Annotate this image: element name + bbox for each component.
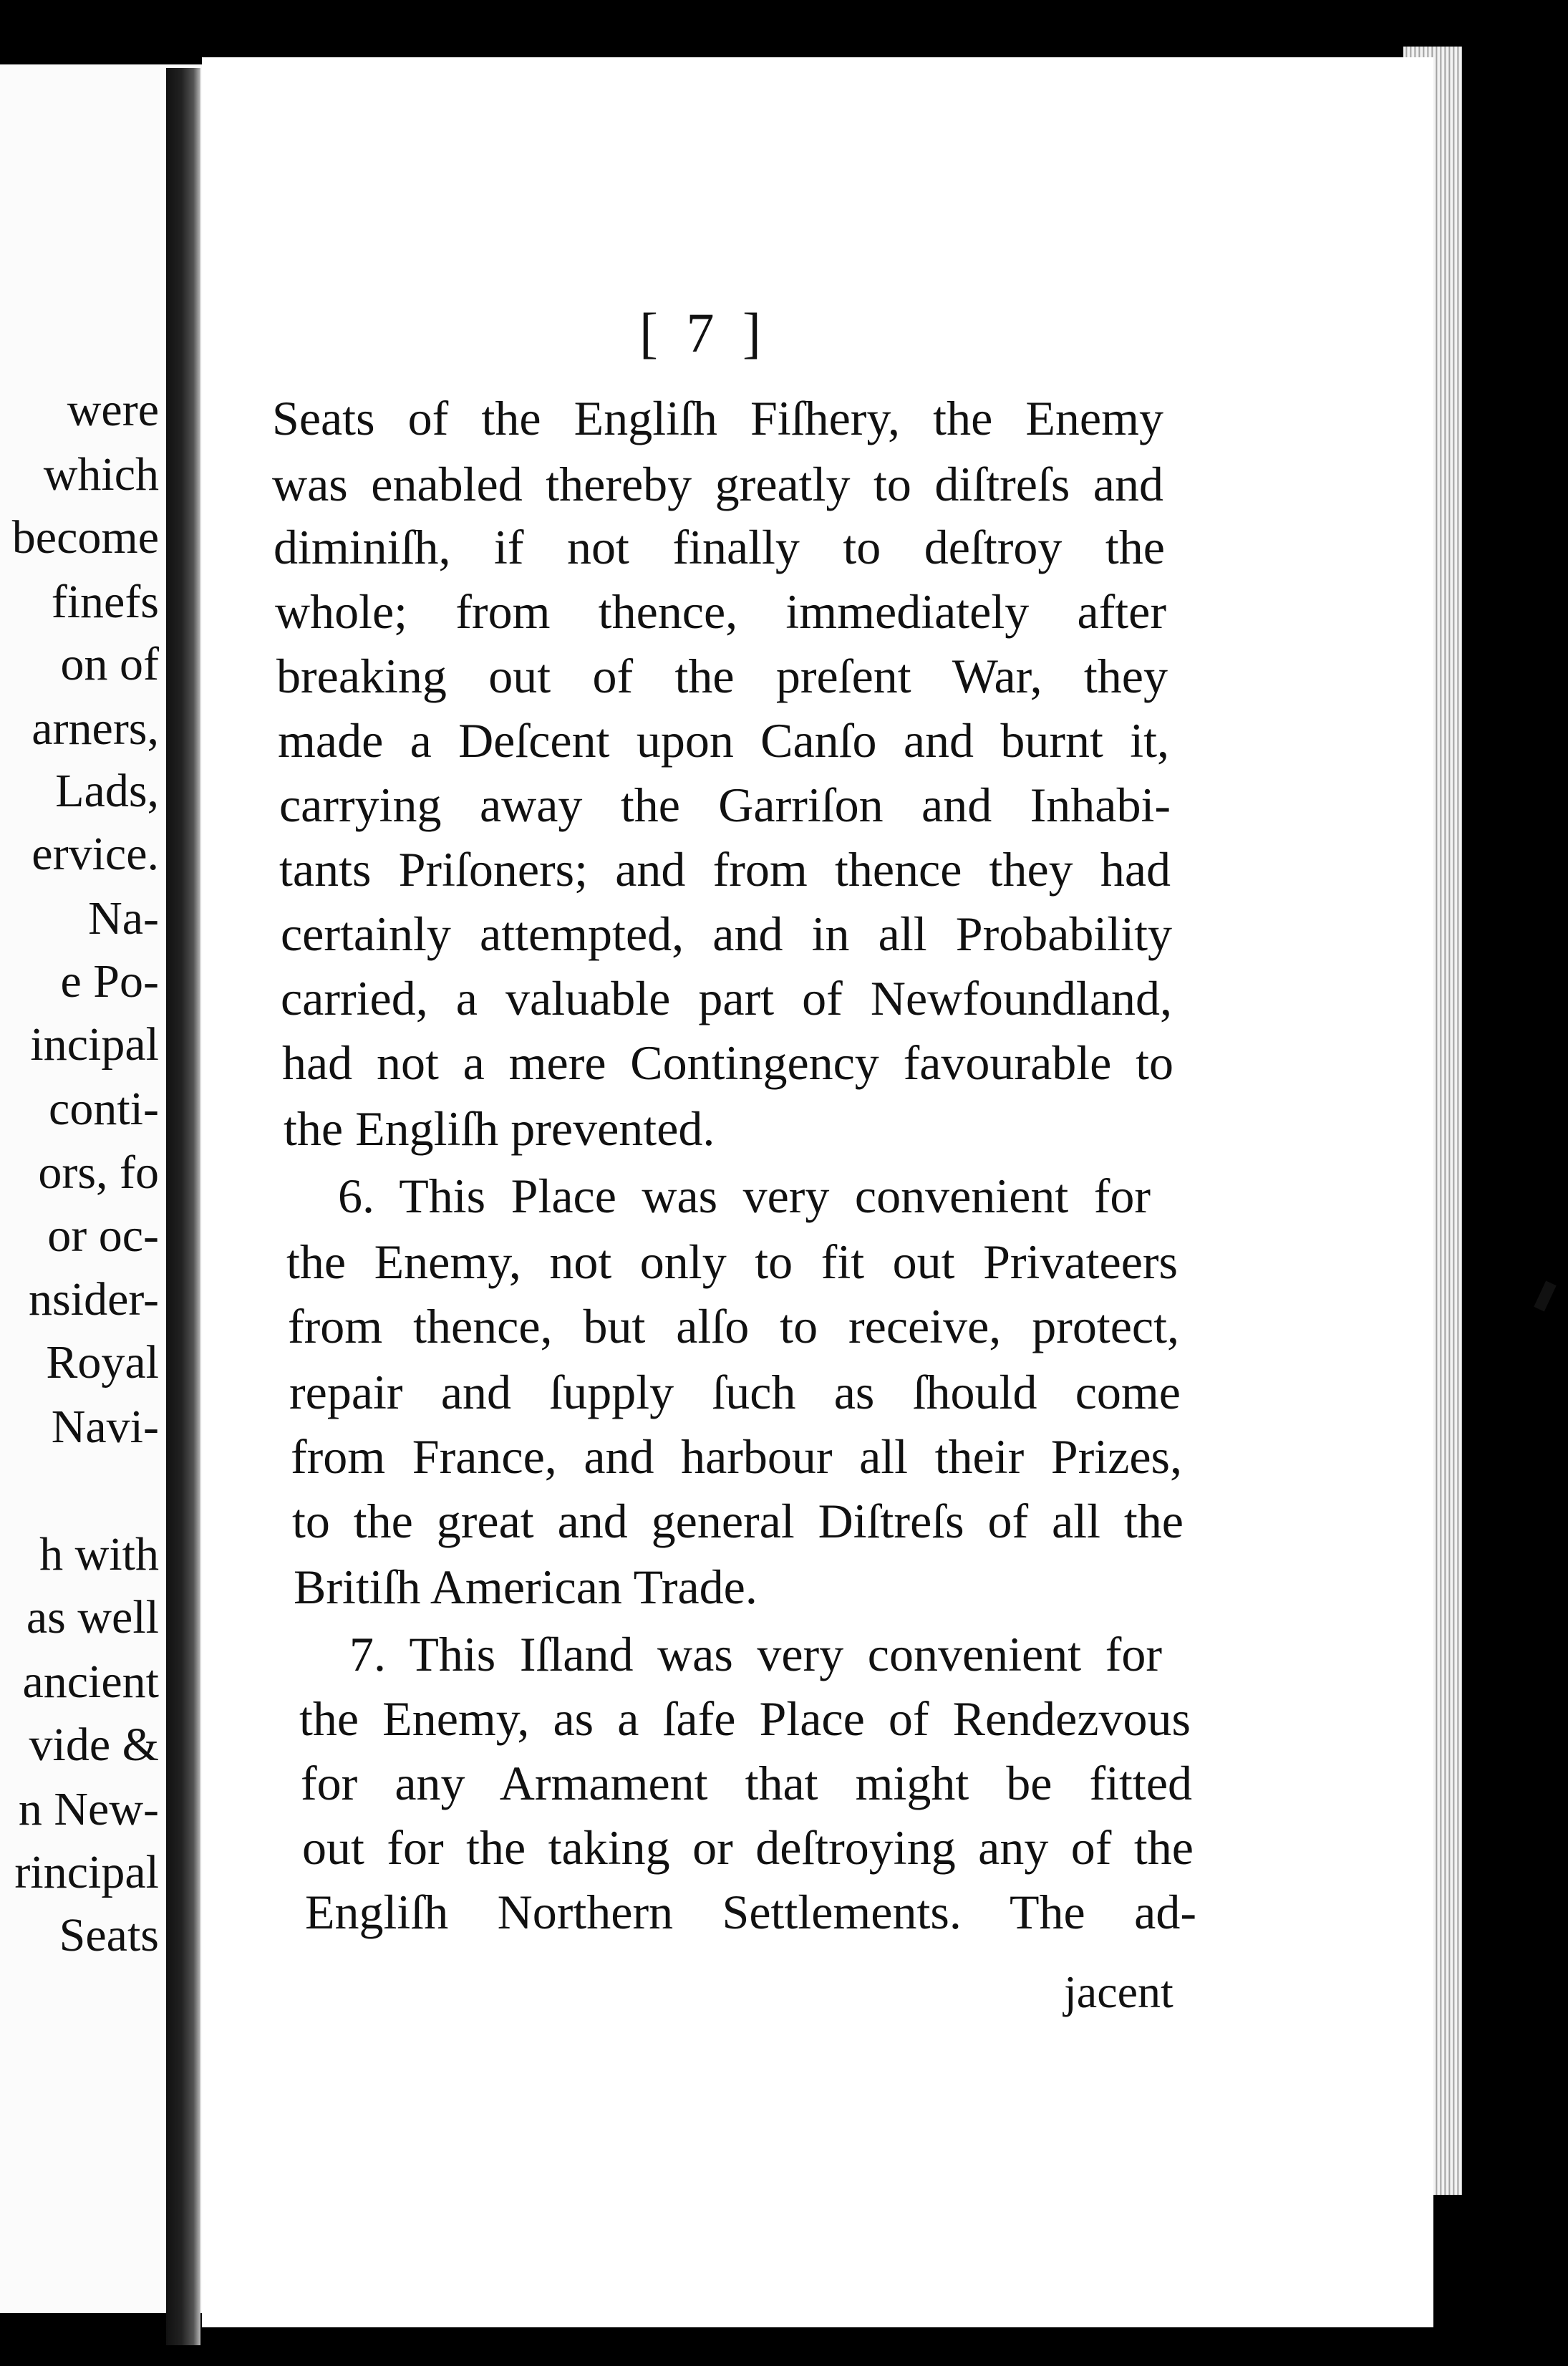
- previous-page-line: e Po-: [60, 955, 159, 1008]
- body-line: carrying away the Garriſon and Inhabi-: [279, 778, 1171, 832]
- body-line: had not a mere Contingency favourable to: [282, 1035, 1173, 1090]
- body-line: carried, a valuable part of Newfoundland,: [281, 971, 1172, 1025]
- previous-page-line: vide &: [29, 1719, 159, 1771]
- catchword: jacent: [1064, 1966, 1173, 2017]
- previous-page-line: n New-: [18, 1783, 159, 1835]
- previous-page-line: Navi-: [51, 1401, 159, 1453]
- body-line: repair and ſupply ſuch as ſhould come: [289, 1365, 1181, 1419]
- body-line: diminiſh, if not finally to deſtroy the: [274, 520, 1165, 574]
- body-line: for any Armament that might be fitted: [301, 1756, 1192, 1810]
- previous-page-line: which: [43, 448, 159, 501]
- body-line: 6. This Place was very convenient for: [338, 1169, 1151, 1223]
- previous-page-line: on of: [60, 638, 159, 690]
- body-line: made a Deſcent upon Canſo and burnt it,: [278, 713, 1169, 768]
- previous-page-line: h with: [39, 1528, 159, 1580]
- body-line: tants Priſoners; and from thence they had: [279, 842, 1171, 897]
- body-line: the Enemy, not only to fit out Privateers: [286, 1235, 1178, 1289]
- previous-page-line: finefs: [51, 576, 159, 628]
- body-line: out for the taking or deſtroying any of the: [302, 1820, 1194, 1875]
- previous-page-line: as well: [26, 1591, 159, 1643]
- previous-page-line: conti-: [49, 1083, 159, 1135]
- body-line: certainly attempted, and in all Probability: [281, 907, 1172, 961]
- body-line: Engliſh Northern Settlements. The ad-: [305, 1885, 1196, 1939]
- body-line: from France, and harbour all their Prizes,: [291, 1429, 1182, 1484]
- body-line: the Enemy, as a ſafe Place of Rendezvous: [299, 1691, 1191, 1746]
- body-line: breaking out of the preſent War, they: [276, 649, 1168, 703]
- body-line: to the great and general Diſtreſs of all the: [292, 1494, 1184, 1548]
- previous-page-line: arners,: [32, 702, 159, 755]
- body-line: 7. This Iſland was very convenient for: [349, 1627, 1162, 1681]
- previous-page-line: Lads,: [55, 765, 159, 817]
- previous-page-line: Na-: [88, 892, 159, 945]
- previous-page-line: ancient: [22, 1656, 159, 1708]
- body-line: whole; from thence, immediately after: [275, 584, 1166, 639]
- previous-page-line: incipal: [30, 1018, 159, 1071]
- previous-page-line: become: [11, 511, 159, 564]
- previous-page-line: ors, fo: [38, 1146, 159, 1199]
- body-line: the Engliſh prevented.: [284, 1101, 715, 1156]
- previous-page-line: Seats: [59, 1909, 159, 1961]
- previous-page-line: were: [67, 384, 159, 436]
- body-line: Britiſh American Trade.: [294, 1560, 758, 1614]
- body-line: Seats of the Engliſh Fiſhery, the Enemy: [272, 391, 1163, 445]
- body-line: from thence, but alſo to receive, protect,: [288, 1299, 1179, 1353]
- previous-page-line: Royal: [46, 1336, 159, 1389]
- previous-page-line: rincipal: [14, 1846, 159, 1898]
- previous-page-line: ervice.: [32, 828, 159, 880]
- body-line: was enabled thereby greatly to diſtreſs and: [272, 457, 1163, 511]
- margin-mark: [1534, 1280, 1556, 1311]
- book-gutter: [166, 68, 200, 2345]
- page-number: [ 7 ]: [639, 301, 768, 364]
- previous-page-line: nsider-: [29, 1273, 159, 1326]
- previous-page-line: or oc-: [47, 1209, 159, 1262]
